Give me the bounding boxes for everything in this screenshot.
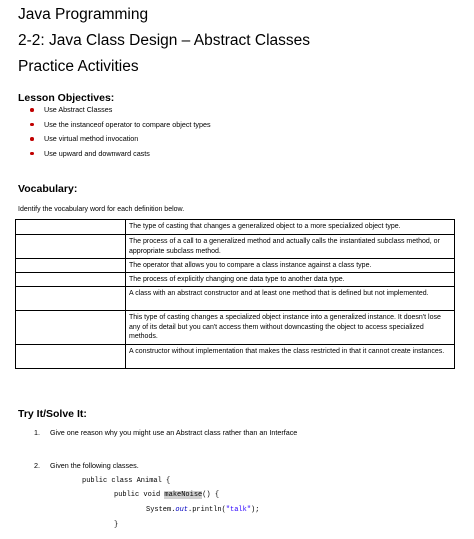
definition-cell: The operator that allows you to compare a class instance against a class type. (126, 259, 455, 273)
question-text: Given the following classes. (50, 461, 139, 470)
definition-cell: The type of casting that changes a generalized object to a more specialized object type. (126, 220, 455, 235)
vocabulary-table (15, 219, 455, 369)
lesson-title: 2-2: Java Class Design – Abstract Classes (18, 32, 311, 49)
code-line: System.out.println("talk"); (146, 506, 260, 514)
highlighted-method-name: makeNoise (164, 491, 203, 499)
code-line: public void makeNoise() { (114, 491, 220, 499)
objectives-list (30, 105, 211, 163)
list-item: Use Abstract Classes (30, 105, 211, 120)
table-row (16, 273, 455, 287)
page-subtitle: Practice Activities (18, 58, 139, 75)
term-cell[interactable] (16, 235, 126, 259)
definition-cell: A constructor without implementation that makes the class restricted in that it cannot create instances. (126, 345, 455, 369)
table-row (16, 345, 455, 369)
question-text: Give one reason why you might use an Abstract class rather than an Interface (50, 428, 298, 437)
objectives-heading: Lesson Objectives: (18, 92, 115, 104)
definition-cell: The process of explicitly changing one data type to another data type. (126, 273, 455, 287)
definition-cell: This type of casting changes a specialized object instance into a generalized instance. It doesn't lose any of its detail but you can't access them without downcasting the object to access specialized methods. (126, 311, 455, 345)
term-cell[interactable] (16, 273, 126, 287)
list-item: Use virtual method invocation (30, 134, 211, 149)
definition-cell: A class with an abstract constructor and at least one method that is defined but not implemented. (126, 287, 455, 311)
table-row (16, 235, 455, 259)
table-row (16, 287, 455, 311)
code-line: public class Animal { (82, 477, 171, 485)
bullet-icon (30, 137, 34, 141)
code-line: } (114, 521, 119, 529)
table-row (16, 311, 455, 345)
term-cell[interactable] (16, 345, 126, 369)
try-it-heading: Try It/Solve It: (18, 408, 87, 420)
term-cell[interactable] (16, 259, 126, 273)
table-row (16, 259, 455, 273)
term-cell[interactable] (16, 311, 126, 345)
course-title: Java Programming (18, 6, 149, 23)
list-item: Use upward and downward casts (30, 149, 211, 164)
vocabulary-heading: Vocabulary: (18, 183, 78, 195)
question-number: 2. (34, 461, 40, 470)
term-cell[interactable] (16, 220, 126, 235)
list-item: Use the instanceof operator to compare object types (30, 120, 211, 135)
vocabulary-intro: Identify the vocabulary word for each definition below. (18, 206, 185, 213)
table-row (16, 220, 455, 235)
bullet-icon (30, 152, 34, 156)
bullet-icon (30, 123, 34, 127)
bullet-icon (30, 108, 34, 112)
term-cell[interactable] (16, 287, 126, 311)
question-number: 1. (34, 428, 40, 437)
definition-cell: The process of a call to a generalized method and actually calls the instantiated subclass method, or appropriate subclass method. (126, 235, 455, 259)
